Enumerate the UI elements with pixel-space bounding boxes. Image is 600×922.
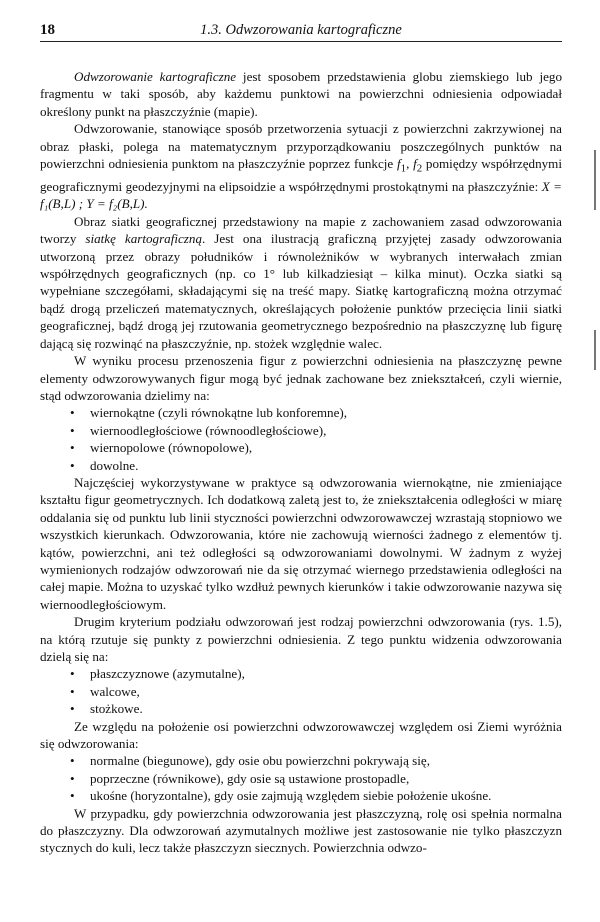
paragraph-axis: Ze względu na położenie osi powierzchni odwzorowawczej względem osi Ziemi wyróżnia się odwzorowania: <box>40 718 562 752</box>
list-surface-types <box>40 665 562 717</box>
list-item: • płaszczyznowe (azymutalne), <box>70 666 245 682</box>
bullet-icon: • <box>70 683 75 699</box>
paragraph-conformal: Najczęściej wykorzystywane w praktyce są odwzorowania wiernokątne, nie zmieniające kształtu figur geometrycznych. Ich dodatkową zaletą jest to, że zniekształcenia odległości w miarę oddalania się od punktu lub linii styczności powierzchni odwzorowawczej wzrastają stopniowo we wszystkich kierunkach. Odwzorowania, które nie zachowują wierności żadnego z elementów tj. kątów, powierzchni, ani też odległości są odwzorowaniami dowolnymi. W żadnym z wyżej wymienionych rodzajów odwzorowań nie da się otrzymać wiernego przedstawienia odległości na całej mapie. Można to uzyskać tylko wzdłuż pewnych kierunków i takie odwzorowanie nazywa się wiernoodległościowym. <box>40 474 562 612</box>
list-item: • stożkowe. <box>70 701 143 717</box>
list-item: • poprzeczne (równikowe), gdy osie są ustawione prostopadle, <box>70 770 410 786</box>
bullet-icon: • <box>70 666 75 682</box>
section-title: 1.3. Odwzorowania kartograficzne <box>200 22 402 38</box>
term-odwzorowanie: Odwzorowanie kartograficzne <box>74 69 237 84</box>
bullet-icon: • <box>70 457 75 473</box>
bullet-icon: • <box>70 753 75 769</box>
term-siatka: siatkę kartograficzną <box>85 231 203 247</box>
list-distortion-types <box>40 404 562 474</box>
bullet-icon: • <box>70 788 75 804</box>
header-rule <box>40 41 562 42</box>
scan-edge-mark <box>594 330 596 370</box>
scan-edge-mark <box>594 150 596 210</box>
bullet-icon: • <box>70 770 75 786</box>
list-item: • wiernoodległościowe (równoodległościowe), <box>70 422 327 438</box>
paragraph-distortion: W wyniku procesu przenoszenia figur z powierzchni odniesienia na płaszczyznę pewne elementy odwzorowywanych figur mogą być jednak zachowane bez zniekształceń, czyli wiernie, stąd odwzorowania dzielimy na: <box>40 353 562 403</box>
formula: X = f₁(B,L) ; Y = f₂(B,L). <box>40 179 563 212</box>
list-item: • walcowe, <box>70 683 140 699</box>
list-item: • wiernokątne (czyli równokątne lub konforemne), <box>70 405 348 421</box>
bullet-icon: • <box>70 701 75 717</box>
paragraph-functions: Odwzorowanie, stanowiące sposób przetworzenia sytuacji z powierzchni zakrzywionej na obraz płaski, polega na matematycznym przyporządkowaniu poszczególnych punktów na powierzchni odniesienia punktom na płaszczyźnie poprzez funkcje $f_1$, $f_2$ pomiędzy współrzędnymi geograficznymi geodezyjnymi na elipsoidzie a współrzędnymi prostokątnymi na płaszczyźnie: X = f₁(B,L) ; Y = f₂(B,L). <box>40 121 563 212</box>
page-number: 18 <box>40 22 55 38</box>
paragraph-surface: Drugim kryterium podziału odwzorowań jest rodzaj powierzchni odwzorowania (rys. 1.5), na którą rzutuje się punkty z powierzchni odniesienia. Z tego punktu widzenia odwzorowania dzielą się na: <box>40 614 562 665</box>
list-axis-types <box>40 752 562 804</box>
bullet-icon: • <box>70 405 75 421</box>
list-item: • ukośne (horyzontalne), gdy osie zajmują względem siebie położenie ukośne. <box>70 788 492 804</box>
bullet-icon: • <box>70 440 75 456</box>
paragraph-plane: W przypadku, gdy powierzchnia odwzorowania jest płaszczyzną, rolę osi spełnia normalna do płaszczyzny. Dla odwzorowań azymutalnych możliwe jest zastosowanie nie tylko płaszczyzn stycznych do kuli, lecz także płaszczyzn siecznych. Powierzchnia odwzo- <box>40 805 562 856</box>
body-text <box>40 68 562 857</box>
paragraph-grid: Obraz siatki geograficznej przedstawiony na mapie z zachowaniem zasad odwzorowania tworzy siatkę kartograficzną. Jest ona ilustracją graficzną przyjętej zasady odwzorowania utworzoną przez obrazy południków i równoleżników w wybranych interwałach zmian współrzędnych geograficznych (np. co 1° lub kilkadziesiąt – kilka minut). Oczka siatki są wypełniane szczegółami, składającymi się na treść mapy. Siatkę kartograficzną można otrzymać bądź drogą przeliczeń matematycznych, określających położenie punktów przecięcia linii siatki geograficznej, bądź drogą jej rzutowania geometrycznego bezpośrednio na płaszczyznę lub figurę dającą się rozwinąć na płaszczyźnie, np. stożek względnie walec. <box>40 213 562 351</box>
running-header <box>40 22 562 42</box>
paragraph-definition: Odwzorowanie kartograficzne jest sposobem przedstawienia globu ziemskiego lub jego fragmentu w taki sposób, aby każdemu punktowi na powierzchni odniesienia odpowiadał określony punkt na płaszczyźnie (mapie). <box>40 69 562 119</box>
list-item: • normalne (biegunowe), gdy osie obu powierzchni pokrywają się, <box>70 753 430 769</box>
list-item: • dowolne. <box>70 457 139 473</box>
bullet-icon: • <box>70 422 75 438</box>
list-item: • wiernopolowe (równopolowe), <box>70 440 253 456</box>
